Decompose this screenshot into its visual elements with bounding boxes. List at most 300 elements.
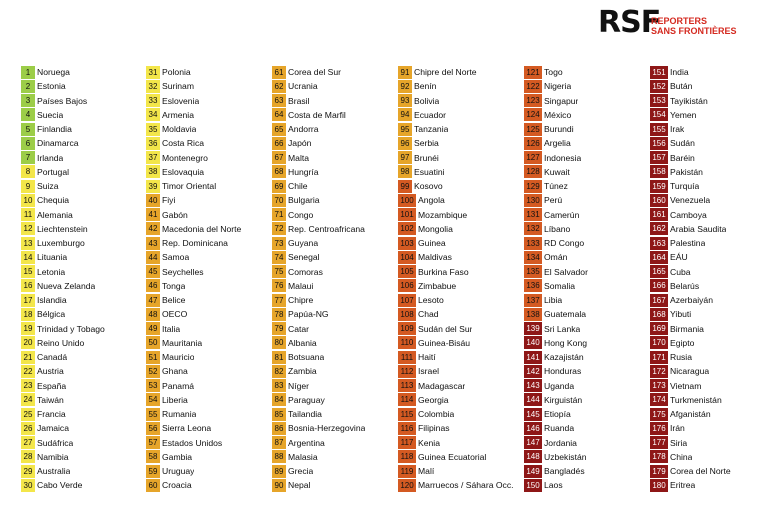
ranking-row: [272, 322, 394, 336]
ranking-row: [146, 122, 268, 136]
country-name: Bulgaria: [288, 195, 320, 206]
ranking-row: [272, 350, 394, 364]
ranking-column: [21, 65, 143, 493]
ranking-row: [398, 421, 520, 435]
rank-badge: 80: [272, 336, 286, 349]
rank-badge: 6: [21, 137, 35, 150]
country-name: Surinam: [162, 81, 194, 92]
rank-badge: 146: [524, 422, 542, 435]
ranking-row: [146, 94, 268, 108]
rank-badge: 129: [524, 180, 542, 193]
ranking-row: [650, 322, 768, 336]
ranking-row: [524, 222, 646, 236]
country-name: Camboya: [670, 209, 707, 220]
rank-badge: 26: [21, 422, 35, 435]
rsf-logo-line1: REPORTERS: [651, 16, 708, 26]
rank-badge: 18: [21, 308, 35, 321]
rank-badge: 180: [650, 479, 668, 492]
country-name: Panamá: [162, 380, 195, 391]
ranking-row: [272, 307, 394, 321]
ranking-row: [398, 393, 520, 407]
rank-badge: 36: [146, 137, 160, 150]
ranking-row: [524, 436, 646, 450]
ranking-row: [146, 464, 268, 478]
rank-badge: 9: [21, 180, 35, 193]
ranking-row: [146, 279, 268, 293]
rank-badge: 167: [650, 294, 668, 307]
rank-badge: 159: [650, 180, 668, 193]
country-name: Argentina: [288, 437, 325, 448]
country-name: Sudán: [670, 138, 695, 149]
rank-badge: 46: [146, 279, 160, 292]
country-name: Sudán del Sur: [418, 323, 473, 334]
country-name: Etiopía: [544, 409, 571, 420]
rank-badge: 77: [272, 294, 286, 307]
ranking-row: [524, 307, 646, 321]
ranking-row: [524, 336, 646, 350]
country-name: Eslovenia: [162, 95, 200, 106]
ranking-row: [398, 279, 520, 293]
rank-badge: 75: [272, 265, 286, 278]
country-name: Birmania: [670, 323, 704, 334]
country-name: Islandia: [37, 295, 67, 306]
ranking-row: [524, 293, 646, 307]
ranking-row: [524, 165, 646, 179]
country-name: Botsuana: [288, 352, 325, 363]
rank-badge: 104: [398, 251, 416, 264]
ranking-row: [524, 94, 646, 108]
rank-badge: 98: [398, 165, 412, 178]
country-name: Guinea Ecuatorial: [418, 451, 487, 462]
ranking-row: [146, 478, 268, 492]
ranking-row: [21, 65, 143, 79]
rank-badge: 101: [398, 208, 416, 221]
ranking-row: [272, 79, 394, 93]
ranking-row: [146, 193, 268, 207]
rank-badge: 71: [272, 208, 286, 221]
country-name: Montenegro: [162, 152, 208, 163]
ranking-row: [650, 265, 768, 279]
ranking-row: [21, 151, 143, 165]
country-name: Italia: [162, 323, 181, 334]
country-name: Siria: [670, 437, 688, 448]
rank-badge: 62: [272, 80, 286, 93]
ranking-row: [21, 79, 143, 93]
ranking-row: [21, 122, 143, 136]
country-name: Países Bajos: [37, 95, 88, 106]
rank-badge: 155: [650, 123, 668, 136]
rank-badge: 133: [524, 237, 542, 250]
country-name: Macedonia del Norte: [162, 223, 242, 234]
rank-badge: 72: [272, 222, 286, 235]
country-name: Nigeria: [544, 81, 572, 92]
country-name: Uruguay: [162, 466, 195, 477]
ranking-row: [272, 193, 394, 207]
ranking-row: [146, 421, 268, 435]
country-name: Singapur: [544, 95, 579, 106]
rank-badge: 69: [272, 180, 286, 193]
rank-badge: 128: [524, 165, 542, 178]
ranking-column: [650, 65, 768, 493]
country-name: Turquía: [670, 181, 700, 192]
country-name: Croacia: [162, 480, 192, 491]
country-name: Hungría: [288, 166, 319, 177]
country-name: Liberia: [162, 394, 188, 405]
ranking-row: [146, 236, 268, 250]
country-name: Líbano: [544, 223, 571, 234]
country-name: Malaui: [288, 280, 314, 291]
rank-badge: 150: [524, 479, 542, 492]
rank-badge: 158: [650, 165, 668, 178]
ranking-row: [650, 393, 768, 407]
rank-badge: 132: [524, 222, 542, 235]
country-name: Nueva Zelanda: [37, 280, 96, 291]
country-name: Gambia: [162, 451, 193, 462]
ranking-row: [398, 322, 520, 336]
country-name: Grecia: [288, 466, 314, 477]
country-name: Benín: [414, 81, 437, 92]
country-name: Argelia: [544, 138, 571, 149]
ranking-row: [524, 464, 646, 478]
ranking-row: [524, 421, 646, 435]
ranking-row: [21, 94, 143, 108]
country-name: Paraguay: [288, 394, 325, 405]
rank-badge: 137: [524, 294, 542, 307]
ranking-row: [21, 222, 143, 236]
country-name: Noruega: [37, 67, 70, 78]
ranking-row: [524, 108, 646, 122]
country-name: Burkina Faso: [418, 266, 469, 277]
ranking-row: [21, 336, 143, 350]
country-name: Rumania: [162, 409, 197, 420]
ranking-row: [21, 293, 143, 307]
rank-badge: 134: [524, 251, 542, 264]
country-name: Liechtenstein: [37, 223, 88, 234]
ranking-row: [272, 236, 394, 250]
ranking-row: [398, 151, 520, 165]
rank-badge: 125: [524, 123, 542, 136]
rank-badge: 151: [650, 66, 668, 79]
ranking-row: [272, 364, 394, 378]
country-name: Finlandia: [37, 124, 72, 135]
rank-badge: 172: [650, 365, 668, 378]
ranking-row: [398, 464, 520, 478]
ranking-row: [272, 393, 394, 407]
ranking-row: [21, 350, 143, 364]
ranking-row: [146, 222, 268, 236]
rank-badge: 147: [524, 436, 542, 449]
rank-badge: 142: [524, 365, 542, 378]
rank-badge: 78: [272, 308, 286, 321]
ranking-row: [21, 236, 143, 250]
ranking-row: [398, 65, 520, 79]
ranking-row: [650, 122, 768, 136]
country-name: Arabia Saudita: [670, 223, 727, 234]
country-name: España: [37, 380, 67, 391]
country-name: Lesoto: [418, 295, 444, 306]
ranking-row: [21, 322, 143, 336]
rank-badge: 22: [21, 365, 35, 378]
rank-badge: 82: [272, 365, 286, 378]
country-name: Cuba: [670, 266, 691, 277]
country-name: Camerún: [544, 209, 580, 220]
country-name: Catar: [288, 323, 310, 334]
rank-badge: 17: [21, 294, 35, 307]
rank-badge: 2: [21, 80, 35, 93]
rank-badge: 126: [524, 137, 542, 150]
country-name: Irlanda: [37, 152, 64, 163]
ranking-row: [524, 250, 646, 264]
country-name: Belarús: [670, 280, 700, 291]
ranking-row: [398, 350, 520, 364]
rank-badge: 135: [524, 265, 542, 278]
rank-badge: 90: [272, 479, 286, 492]
ranking-row: [398, 222, 520, 236]
rank-badge: 107: [398, 294, 416, 307]
rank-badge: 140: [524, 336, 542, 349]
country-name: Suecia: [37, 109, 64, 120]
country-name: El Salvador: [544, 266, 588, 277]
country-name: Reino Unido: [37, 337, 85, 348]
rank-badge: 102: [398, 222, 416, 235]
ranking-row: [524, 79, 646, 93]
rank-badge: 68: [272, 165, 286, 178]
country-name: Níger: [288, 380, 310, 391]
country-name: Yibuti: [670, 309, 692, 320]
country-name: Mongolia: [418, 223, 453, 234]
ranking-row: [272, 450, 394, 464]
ranking-row: [650, 407, 768, 421]
rank-badge: 52: [146, 365, 160, 378]
country-name: EÁU: [670, 252, 688, 263]
rank-badge: 59: [146, 465, 160, 478]
rank-badge: 92: [398, 80, 412, 93]
rank-badge: 122: [524, 80, 542, 93]
rank-badge: 16: [21, 279, 35, 292]
ranking-row: [272, 65, 394, 79]
country-name: Baréin: [670, 152, 695, 163]
country-name: RD Congo: [544, 238, 585, 249]
ranking-row: [146, 436, 268, 450]
ranking-row: [21, 307, 143, 321]
ranking-row: [146, 336, 268, 350]
rank-badge: 121: [524, 66, 542, 79]
ranking-row: [146, 350, 268, 364]
country-name: Venezuela: [670, 195, 711, 206]
country-name: Pakistán: [670, 166, 703, 177]
ranking-row: [272, 94, 394, 108]
ranking-row: [398, 79, 520, 93]
rank-badge: 171: [650, 351, 668, 364]
rank-badge: 165: [650, 265, 668, 278]
rank-badge: 34: [146, 108, 160, 121]
country-name: Japón: [288, 138, 312, 149]
country-name: Costa Rica: [162, 138, 205, 149]
ranking-row: [272, 436, 394, 450]
country-name: Guyana: [288, 238, 319, 249]
country-name: Estados Unidos: [162, 437, 223, 448]
rank-badge: 21: [21, 351, 35, 364]
country-name: Trinidad y Tobago: [37, 323, 105, 334]
rank-badge: 164: [650, 251, 668, 264]
country-name: Malta: [288, 152, 310, 163]
country-name: Sierra Leona: [162, 423, 212, 434]
rank-badge: 42: [146, 222, 160, 235]
country-name: Francia: [37, 409, 66, 420]
rank-badge: 32: [146, 80, 160, 93]
rank-badge: 1: [21, 66, 35, 79]
rank-badge: 83: [272, 379, 286, 392]
ranking-row: [398, 450, 520, 464]
ranking-column: [398, 65, 520, 493]
rank-badge: 124: [524, 108, 542, 121]
country-name: Kenia: [418, 437, 440, 448]
country-name: Rusia: [670, 352, 692, 363]
ranking-row: [398, 136, 520, 150]
country-name: Madagascar: [418, 380, 466, 391]
country-name: Georgia: [418, 394, 449, 405]
ranking-row: [398, 265, 520, 279]
country-name: Azerbaiyán: [670, 295, 713, 306]
ranking-row: [398, 108, 520, 122]
country-name: Belice: [162, 295, 186, 306]
ranking-row: [524, 379, 646, 393]
rank-badge: 89: [272, 465, 286, 478]
ranking-row: [272, 208, 394, 222]
rank-badge: 178: [650, 450, 668, 463]
ranking-row: [146, 65, 268, 79]
country-name: Filipinas: [418, 423, 450, 434]
ranking-row: [21, 208, 143, 222]
rank-badge: 152: [650, 80, 668, 93]
ranking-row: [524, 393, 646, 407]
rank-badge: 143: [524, 379, 542, 392]
ranking-row: [21, 265, 143, 279]
country-name: Libia: [544, 295, 563, 306]
ranking-row: [272, 250, 394, 264]
country-name: Chipre: [288, 295, 314, 306]
ranking-row: [272, 293, 394, 307]
ranking-row: [398, 250, 520, 264]
ranking-row: [524, 322, 646, 336]
ranking-row: [650, 450, 768, 464]
rank-badge: 38: [146, 165, 160, 178]
rank-badge: 57: [146, 436, 160, 449]
country-name: México: [544, 109, 572, 120]
country-name: Portugal: [37, 166, 70, 177]
ranking-row: [650, 108, 768, 122]
country-name: Nepal: [288, 480, 311, 491]
rank-badge: 48: [146, 308, 160, 321]
country-name: Eritrea: [670, 480, 696, 491]
ranking-row: [398, 94, 520, 108]
rank-badge: 31: [146, 66, 160, 79]
rank-badge: 66: [272, 137, 286, 150]
country-name: Tanzania: [414, 124, 449, 135]
country-name: Lituania: [37, 252, 68, 263]
ranking-row: [524, 193, 646, 207]
rank-badge: 148: [524, 450, 542, 463]
rank-badge: 139: [524, 322, 542, 335]
ranking-row: [21, 379, 143, 393]
country-name: Burundi: [544, 124, 574, 135]
rank-badge: 20: [21, 336, 35, 349]
country-name: Irak: [670, 124, 685, 135]
ranking-row: [650, 478, 768, 492]
rank-badge: 43: [146, 237, 160, 250]
rank-badge: 70: [272, 194, 286, 207]
country-name: Luxemburgo: [37, 238, 85, 249]
country-name: Omán: [544, 252, 568, 263]
rank-badge: 14: [21, 251, 35, 264]
country-name: Somalia: [544, 280, 576, 291]
rank-badge: 91: [398, 66, 412, 79]
ranking-row: [146, 108, 268, 122]
ranking-row: [650, 79, 768, 93]
rank-badge: 156: [650, 137, 668, 150]
ranking-row: [21, 250, 143, 264]
rank-badge: 176: [650, 422, 668, 435]
ranking-row: [21, 393, 143, 407]
country-name: Mauritania: [162, 337, 203, 348]
country-name: OECO: [162, 309, 188, 320]
country-name: India: [670, 67, 689, 78]
rank-badge: 160: [650, 194, 668, 207]
country-name: Fiyi: [162, 195, 176, 206]
rank-badge: 81: [272, 351, 286, 364]
ranking-row: [146, 307, 268, 321]
rank-badge: 113: [398, 379, 416, 392]
ranking-row: [146, 250, 268, 264]
country-name: Malasia: [288, 451, 318, 462]
country-name: Laos: [544, 480, 563, 491]
country-name: Chequia: [37, 195, 70, 206]
ranking-row: [650, 222, 768, 236]
country-name: Congo: [288, 209, 314, 220]
ranking-row: [398, 364, 520, 378]
country-name: Indonesia: [544, 152, 582, 163]
country-name: Tonga: [162, 280, 186, 291]
country-name: Uzbekistán: [544, 451, 587, 462]
ranking-row: [524, 208, 646, 222]
ranking-row: [21, 407, 143, 421]
country-name: Kosovo: [414, 181, 443, 192]
rank-badge: 4: [21, 108, 35, 121]
rank-badge: 19: [21, 322, 35, 335]
rank-badge: 35: [146, 123, 160, 136]
country-name: Palestina: [670, 238, 706, 249]
country-name: Haití: [418, 352, 436, 363]
country-name: Comoras: [288, 266, 323, 277]
ranking-row: [650, 307, 768, 321]
rank-badge: 29: [21, 465, 35, 478]
rank-badge: 33: [146, 94, 160, 107]
country-name: Kazajistán: [544, 352, 584, 363]
country-name: Angola: [418, 195, 445, 206]
country-name: Rep. Centroafricana: [288, 223, 365, 234]
rank-badge: 99: [398, 180, 412, 193]
country-name: Hong Kong: [544, 337, 588, 348]
country-name: Andorra: [288, 124, 319, 135]
ranking-row: [272, 336, 394, 350]
rank-badge: 116: [398, 422, 416, 435]
ranking-row: [650, 336, 768, 350]
country-name: Jordania: [544, 437, 577, 448]
rank-badge: 96: [398, 137, 412, 150]
country-name: Polonia: [162, 67, 191, 78]
rank-badge: 65: [272, 123, 286, 136]
ranking-row: [650, 151, 768, 165]
